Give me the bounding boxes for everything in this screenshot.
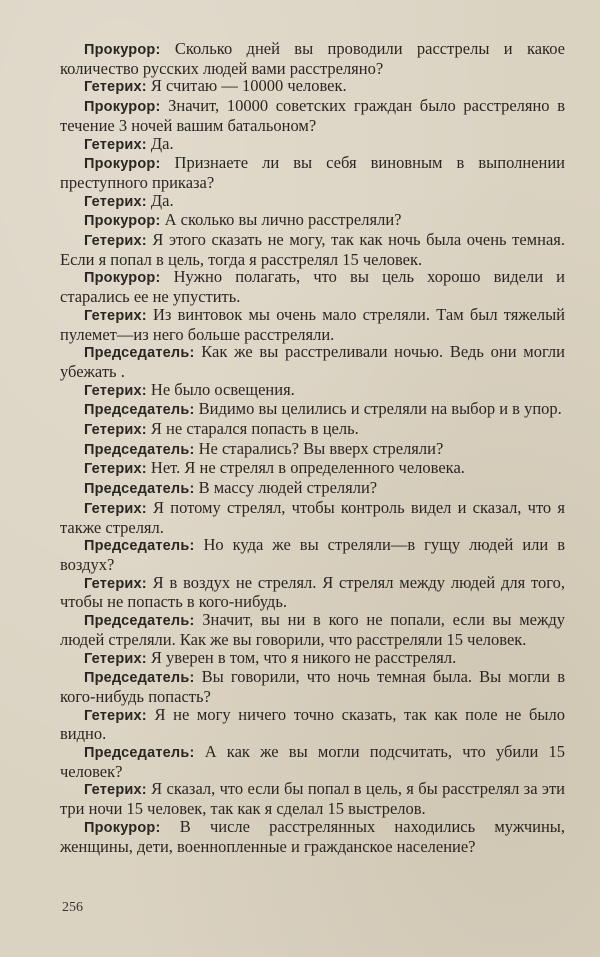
- paragraph: [60, 192, 565, 212]
- speaker-label: Председатель:: [84, 613, 195, 630]
- paragraph: [60, 818, 565, 855]
- paragraph: [60, 459, 565, 479]
- paragraph: [60, 381, 565, 401]
- paragraph-text: А как же вы могли подсчитать, что убили 15 человек?: [60, 742, 566, 781]
- speaker-label: Председатель:: [84, 481, 195, 498]
- paragraph: [60, 135, 565, 155]
- speaker-label: Гетерих:: [84, 422, 147, 439]
- speaker-label: Гетерих:: [84, 575, 147, 592]
- speaker-label: Прокурор:: [84, 156, 161, 173]
- speaker-label: Председатель:: [84, 538, 195, 555]
- paragraph-text: Из винтовок мы очень мало стреляли. Там был тяжелый пулемет—из него больше расстреляли.: [60, 304, 565, 344]
- speaker-label: Гетерих:: [84, 79, 147, 96]
- paragraph: [60, 574, 565, 611]
- paragraph-text: Я в воздух не стрелял. Я стрелял между людей для того, чтобы не попасть в кого-нибудь.: [60, 572, 565, 612]
- paragraph: [60, 40, 565, 77]
- paragraph-text: Не было освещения.: [150, 379, 295, 399]
- speaker-label: Гетерих:: [84, 382, 147, 399]
- speaker-label: Гетерих:: [84, 233, 147, 250]
- speaker-label: Гетерих:: [84, 136, 147, 153]
- paragraph-text: Я считаю — 10000 человек.: [150, 76, 347, 96]
- paragraph: [60, 440, 565, 460]
- paragraph: [60, 231, 565, 268]
- speaker-label: Гетерих:: [84, 193, 147, 210]
- paragraph: [60, 668, 565, 705]
- paragraph: [60, 77, 565, 97]
- paragraph-text: В числе расстрелянных находились мужчины, женщины, дети, военнопленные и гражданское население?: [60, 816, 565, 856]
- speaker-label: Прокурор:: [84, 213, 161, 230]
- speaker-label: Председатель:: [84, 745, 195, 762]
- paragraph-text: Я сказал, что если бы попал в цель, я бы расстрелял за эти три ночи 15 человек, так как я сделал 15 выстрелов.: [60, 779, 565, 819]
- paragraph-text: Да.: [150, 133, 174, 153]
- speaker-label: Прокурор:: [84, 42, 161, 58]
- paragraph-text: Я потому стрелял, чтобы контроль видел и сказал, что я также стрелял.: [60, 497, 565, 537]
- speaker-label: Гетерих:: [84, 461, 147, 478]
- paragraph-text: В массу людей стреляли?: [198, 478, 378, 498]
- paragraph-text: Нужно полагать, что вы цель хорошо видели и старались ее не упустить.: [60, 267, 566, 307]
- paragraph: [60, 536, 565, 573]
- paragraph: [60, 268, 565, 305]
- paragraph: [60, 400, 565, 420]
- paragraph-text: Да.: [150, 190, 174, 210]
- paragraph: [60, 743, 565, 780]
- speaker-label: Председатель:: [84, 345, 195, 362]
- speaker-label: Председатель:: [84, 402, 195, 419]
- paragraph-text: Как же вы расстреливали ночью. Ведь они могли убежать .: [60, 342, 565, 381]
- paragraph: [60, 499, 565, 536]
- page-number: 256: [62, 900, 83, 915]
- paragraph: [60, 611, 565, 648]
- paragraph: [60, 97, 565, 134]
- paragraph: [60, 211, 565, 231]
- paragraph-text: Сколько дней вы проводили расстрелы и какое количество русских людей вами расстреляно?: [60, 39, 565, 78]
- paragraph-text: Нет. Я не стрелял в определенного человека.: [150, 458, 465, 478]
- speaker-label: Прокурор:: [84, 99, 161, 116]
- paragraph: [60, 649, 565, 669]
- paragraph-text: Я этого сказать не могу, так как ночь была очень темная. Если я попал в цель, тогда я расстрелял 15 человек.: [60, 230, 565, 269]
- paragraph-text: Видимо вы целились и стреляли на выбор и в упор.: [198, 399, 562, 419]
- paragraph: [60, 306, 565, 343]
- speaker-label: Прокурор:: [84, 819, 161, 836]
- speaker-label: Гетерих:: [84, 650, 147, 667]
- speaker-label: Гетерих:: [84, 782, 147, 799]
- paragraph-text: Значит, 10000 советских граждан было расстреляно в течение 3 ночей вашим батальоном?: [60, 96, 566, 135]
- paragraph-text: Я не могу ничего точно сказать, так как поле не было видно.: [60, 704, 565, 744]
- paragraph-text: Не старались? Вы вверх стреляли?: [198, 438, 444, 458]
- speaker-label: Прокурор:: [84, 270, 161, 287]
- paragraph-text: Я уверен в том, что я никого не расстрелял.: [150, 647, 457, 667]
- transcript-text: [60, 40, 565, 855]
- speaker-label: Гетерих:: [84, 707, 147, 724]
- paragraph-text: Признаете ли вы себя виновным в выполнении преступного приказа?: [60, 153, 565, 192]
- paragraph: [60, 343, 565, 380]
- paragraph: [60, 154, 565, 191]
- speaker-label: Гетерих:: [84, 307, 147, 324]
- speaker-label: Председатель:: [84, 670, 195, 687]
- speaker-label: Гетерих:: [84, 500, 147, 517]
- paragraph: [60, 420, 565, 440]
- paragraph-text: Значит, вы ни в кого не попали, если вы между людей стреляли. Как же вы говорили, что расстреляли 15 человек.: [60, 610, 566, 649]
- speaker-label: Председатель:: [84, 441, 195, 458]
- paragraph: [60, 479, 565, 499]
- paragraph-text: Я не старался попасть в цель.: [150, 419, 359, 439]
- paragraph-text: А сколько вы лично расстреляли?: [164, 210, 402, 230]
- paragraph-text: Вы говорили, что ночь темная была. Вы могли в кого-нибудь попасть?: [60, 667, 566, 706]
- paragraph: [60, 780, 565, 817]
- paragraph: [60, 706, 565, 743]
- paragraph-text: Но куда же вы стреляли—в гущу людей или в воздух?: [60, 535, 565, 574]
